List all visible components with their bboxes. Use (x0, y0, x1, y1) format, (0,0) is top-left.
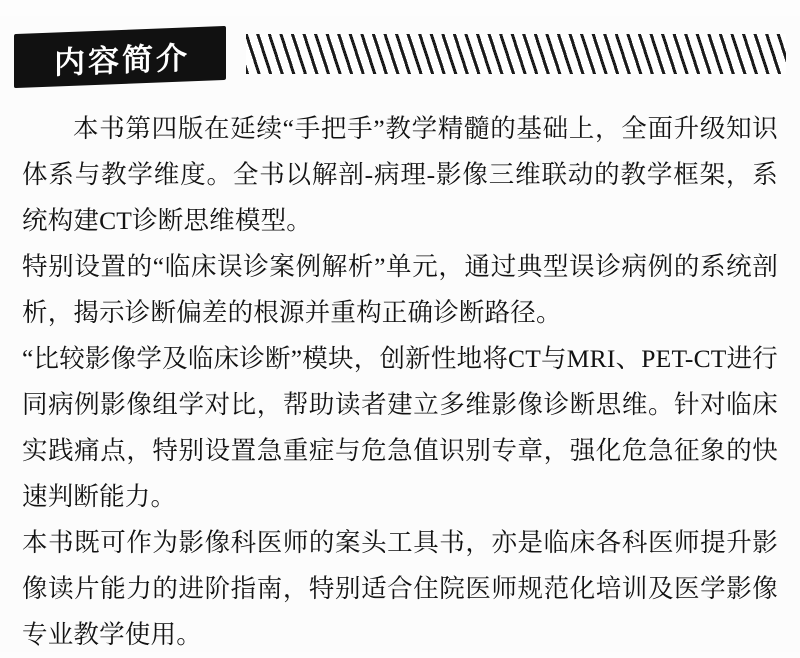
paragraph: 本书既可作为影像科医师的案头工具书，亦是临床各科医师提升影像读片能力的进阶指南，特别适合住院医师规范化培训及医学影像专业教学使用。 (22, 528, 778, 649)
diagonal-stripes-icon (246, 34, 786, 74)
paragraph: “比较影像学及临床诊断”模块，创新性地将CT与MRI、PET-CT进行同病例影像组学对比，帮助读者建立多维影像诊断思维。针对临床实践痛点，特别设置急重症与危急值识别专章，强化危急征象的快速判断能力。 (22, 344, 778, 511)
paragraph: 本书第四版在延续“手把手”教学精髓的基础上，全面升级知识体系与教学维度。全书以解剖-病理-影像三维联动的教学框架，系统构建CT诊断思维模型。 (22, 114, 778, 235)
section-title-label: 内容简介 (54, 39, 190, 82)
section-title-badge (14, 26, 226, 88)
paragraph: 特别设置的“临床误诊案例解析”单元，通过典型误诊病例的系统剖析，揭示诊断偏差的根源并重构正确诊断路径。 (22, 252, 778, 327)
section-header (14, 16, 786, 98)
book-blurb-page (0, 16, 800, 652)
blurb-body (22, 106, 778, 658)
